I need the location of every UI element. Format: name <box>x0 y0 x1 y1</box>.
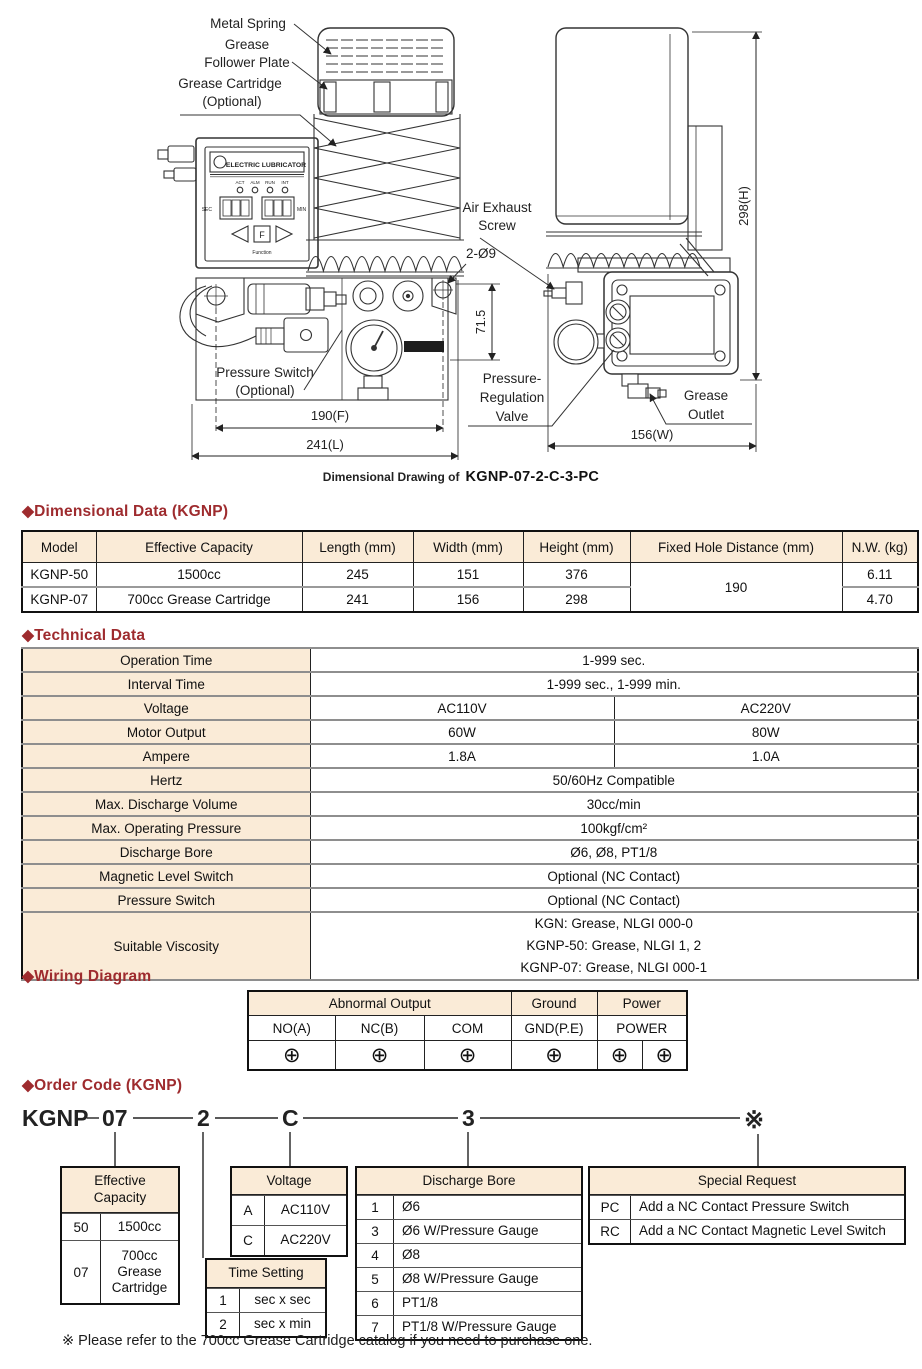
table-row <box>232 1195 346 1225</box>
dimensional-data-table <box>21 530 919 613</box>
dim-241: 241(L) <box>306 437 344 452</box>
order-box-time-setting <box>205 1258 327 1338</box>
table-row <box>357 1267 581 1291</box>
code-part-capacity: 07 <box>102 1105 128 1131</box>
tech-value: 1-999 sec., 1-999 min. <box>310 672 918 696</box>
tech-label: Interval Time <box>22 672 310 696</box>
viscosity-line: KGNP-50: Grease, NLGI 1, 2 <box>526 938 702 953</box>
table-row <box>62 1240 178 1303</box>
code-key: 50 <box>62 1214 101 1240</box>
code-key: A <box>232 1196 265 1225</box>
table-row <box>357 1243 581 1267</box>
code-key: 07 <box>62 1241 101 1303</box>
code-part-time: 2 <box>197 1105 210 1131</box>
terminal-screw-icon: ⊕ <box>642 1041 687 1071</box>
tech-value: 100kgf/cm² <box>310 816 918 840</box>
viscosity-line: KGN: Grease, NLGI 000-0 <box>534 916 693 931</box>
col-fixed-hole: Fixed Hole Distance (mm) <box>630 531 842 563</box>
code-value: Ø8 <box>402 1247 421 1263</box>
tech-value-110: 1.8A <box>310 744 614 768</box>
cell-model: KGNP-07 <box>22 587 96 612</box>
wiring-symbol-row <box>248 1041 687 1071</box>
dim-71-5: 71.5 <box>474 309 488 335</box>
code-key: 7 <box>357 1316 394 1339</box>
code-value: Ø8 W/Pressure Gauge <box>402 1271 539 1287</box>
code-key: C <box>232 1226 265 1255</box>
table-row <box>22 840 918 864</box>
right-view <box>544 28 738 398</box>
table-row <box>22 864 918 888</box>
label-air-exhaust-screw: Screw <box>478 218 516 233</box>
caption-prefix: Dimensional Drawing of <box>322 470 460 484</box>
cell-nw: 6.11 <box>842 563 918 588</box>
code-value: Add a NC Contact Pressure Switch <box>639 1199 850 1215</box>
tech-label: Pressure Switch <box>22 888 310 912</box>
table-row <box>357 1219 581 1243</box>
tech-value: 30cc/min <box>310 792 918 816</box>
terminal-com: COM <box>424 1016 511 1041</box>
dim-190: 190(F) <box>310 408 350 423</box>
tech-value-220: AC220V <box>614 696 918 720</box>
dimensional-header-row <box>22 531 918 563</box>
tech-value: Ø6, Ø8, PT1/8 <box>310 840 918 864</box>
terminal-screw-icon: ⊕ <box>248 1041 335 1071</box>
group-abnormal-output: Abnormal Output <box>248 991 511 1016</box>
order-box-effective-capacity <box>60 1166 180 1305</box>
terminal-power: POWER <box>597 1016 687 1041</box>
code-value: AC220V <box>280 1232 331 1248</box>
table-row <box>22 768 918 792</box>
cell-capacity: 1500cc <box>96 563 302 588</box>
code-value: PT1/8 W/Pressure Gauge <box>402 1319 557 1335</box>
wiring-group-row <box>248 991 687 1016</box>
box-title: Voltage <box>232 1168 346 1195</box>
cell-width: 156 <box>413 587 523 612</box>
terminal-nc-b: NC(B) <box>335 1016 424 1041</box>
tech-label: Operation Time <box>22 648 310 672</box>
box-title: Special Request <box>590 1168 904 1195</box>
label-grease-outlet-2: Outlet <box>687 407 725 422</box>
tech-label: Suitable Viscosity <box>22 912 310 980</box>
tech-label: Voltage <box>22 696 310 720</box>
cell-height: 376 <box>523 563 630 588</box>
code-key: 4 <box>357 1244 394 1267</box>
tech-value-220: 1.0A <box>614 744 918 768</box>
code-part-bore: 3 <box>462 1105 475 1131</box>
led-act: ACT <box>235 180 245 185</box>
group-power: Power <box>597 991 687 1016</box>
viscosity-line: KGNP-07: Grease, NLGI 000-1 <box>520 960 708 975</box>
label-prv-1: Pressure- <box>482 371 542 386</box>
dim-298: 298(H) <box>736 186 751 226</box>
terminal-screw-icon: ⊕ <box>511 1041 597 1071</box>
cell-model: KGNP-50 <box>22 563 96 588</box>
order-box-voltage <box>230 1166 348 1257</box>
led-alm: ALM <box>250 180 260 185</box>
code-value: sec x min <box>253 1316 311 1332</box>
box-title: Discharge Bore <box>357 1168 581 1195</box>
technical-data-table <box>21 647 919 981</box>
cell-length: 241 <box>302 587 413 612</box>
tech-value: Optional (NC Contact) <box>310 888 918 912</box>
code-key: 2 <box>207 1313 240 1336</box>
section-heading-dimensional: ◆Dimensional Data (KGNP) <box>22 503 229 520</box>
terminal-gnd: GND(P.E) <box>511 1016 597 1041</box>
caption-model-code: KGNP-07-2-C-3-PC <box>465 469 600 485</box>
table-row <box>22 816 918 840</box>
code-key: 1 <box>207 1289 240 1312</box>
label-cartridge-optional: (Optional) <box>202 94 262 109</box>
col-capacity: Effective Capacity <box>96 531 302 563</box>
tech-value-110: AC110V <box>310 696 614 720</box>
col-height: Height (mm) <box>523 531 630 563</box>
table-row <box>590 1219 904 1243</box>
label-grease-outlet-1: Grease <box>683 388 729 403</box>
table-row <box>22 888 918 912</box>
code-value: Ø6 <box>402 1199 421 1215</box>
cell-capacity: 700cc Grease Cartridge <box>96 587 302 612</box>
label-pressure-switch-optional: (Optional) <box>235 383 295 398</box>
col-nw: N.W. (kg) <box>842 531 918 563</box>
led-int: INT <box>281 180 289 185</box>
tech-value: 50/60Hz Compatible <box>310 768 918 792</box>
order-box-discharge-bore <box>355 1166 583 1341</box>
code-part-voltage: C <box>282 1105 299 1131</box>
terminal-no-a: NO(A) <box>248 1016 335 1041</box>
box-title: Effective Capacity <box>62 1168 178 1213</box>
code-part-special: ※ <box>744 1107 765 1134</box>
footer-note: ※ Please refer to the 700cc Grease Cartridge catalog if you need to purchase one. <box>62 1333 593 1349</box>
tech-value-viscosity <box>310 912 918 980</box>
led-run: RUN <box>265 180 275 185</box>
table-row <box>22 792 918 816</box>
col-model: Model <box>22 531 96 563</box>
drawing-caption <box>0 468 922 486</box>
tech-label: Max. Operating Pressure <box>22 816 310 840</box>
code-value: 700cc Grease Cartridge <box>111 1247 168 1296</box>
section-heading-technical: ◆Technical Data <box>22 627 146 644</box>
col-length: Length (mm) <box>302 531 413 563</box>
code-key: RC <box>590 1220 631 1243</box>
table-row <box>357 1291 581 1315</box>
table-row <box>22 744 918 768</box>
tech-value-110: 60W <box>310 720 614 744</box>
terminal-screw-icon: ⊕ <box>424 1041 511 1071</box>
section-heading-wiring: ◆Wiring Diagram <box>22 968 152 985</box>
tech-label: Discharge Bore <box>22 840 310 864</box>
tech-label: Max. Discharge Volume <box>22 792 310 816</box>
col-width: Width (mm) <box>413 531 523 563</box>
code-value: Ø6 W/Pressure Gauge <box>402 1223 539 1239</box>
label-grease: Grease <box>224 37 270 52</box>
cell-length: 245 <box>302 563 413 588</box>
display-sec-label: SEC <box>201 207 212 213</box>
box-title: Time Setting <box>207 1260 325 1288</box>
order-box-special-request <box>588 1166 906 1245</box>
code-key: PC <box>590 1196 631 1219</box>
table-row <box>22 672 918 696</box>
panel-title: ELECTRIC LUBRICATOR <box>225 162 307 169</box>
terminal-screw-icon: ⊕ <box>597 1041 642 1071</box>
code-value: sec x sec <box>254 1292 311 1308</box>
code-key: 5 <box>357 1268 394 1291</box>
label-pressure-switch: Pressure Switch <box>216 365 314 380</box>
table-row <box>590 1195 904 1219</box>
dimensional-drawing <box>0 0 922 466</box>
code-part-model: KGNP <box>22 1105 89 1131</box>
label-prv-3: Valve <box>495 409 529 424</box>
code-value: AC110V <box>280 1202 331 1218</box>
cell-nw: 4.70 <box>842 587 918 612</box>
label-prv-2: Regulation <box>479 390 545 405</box>
cell-height: 298 <box>523 587 630 612</box>
code-key: 3 <box>357 1220 394 1243</box>
tech-label: Ampere <box>22 744 310 768</box>
label-air-exhaust: Air Exhaust <box>462 200 532 215</box>
label-holes: 2-Ø9 <box>465 246 497 261</box>
tech-label: Motor Output <box>22 720 310 744</box>
display-min-label: MIN <box>297 207 307 213</box>
table-row <box>22 696 918 720</box>
wiring-diagram-table <box>247 990 688 1071</box>
code-value: Add a NC Contact Magnetic Level Switch <box>639 1223 886 1239</box>
tech-value: Optional (NC Contact) <box>310 864 918 888</box>
table-row <box>62 1213 178 1240</box>
cell-fixed-hole-distance: 190 <box>630 563 842 613</box>
group-ground: Ground <box>511 991 597 1016</box>
terminal-screw-icon: ⊕ <box>335 1041 424 1071</box>
table-row <box>357 1195 581 1219</box>
label-follower-plate: Follower Plate <box>204 55 290 70</box>
section-heading-order-code: ◆Order Code (KGNP) <box>22 1077 183 1094</box>
table-row <box>207 1288 325 1312</box>
dim-156: 156(W) <box>630 427 674 442</box>
code-key: 1 <box>357 1196 394 1219</box>
table-row <box>22 563 918 588</box>
function-button-glyph: F <box>259 230 265 240</box>
table-row <box>22 912 918 980</box>
wiring-terminal-row <box>248 1016 687 1041</box>
table-row <box>22 720 918 744</box>
cell-width: 151 <box>413 563 523 588</box>
tech-label: Magnetic Level Switch <box>22 864 310 888</box>
tech-value: 1-999 sec. <box>310 648 918 672</box>
tech-label: Hertz <box>22 768 310 792</box>
table-row <box>22 648 918 672</box>
code-value: 1500cc <box>117 1218 162 1234</box>
code-value: PT1/8 <box>402 1295 439 1311</box>
table-row <box>232 1225 346 1255</box>
label-metal-spring: Metal Spring <box>210 16 286 31</box>
label-grease-cartridge: Grease Cartridge <box>178 76 282 91</box>
code-key: 6 <box>357 1292 394 1315</box>
tech-value-220: 80W <box>614 720 918 744</box>
function-label: Function <box>252 250 272 256</box>
